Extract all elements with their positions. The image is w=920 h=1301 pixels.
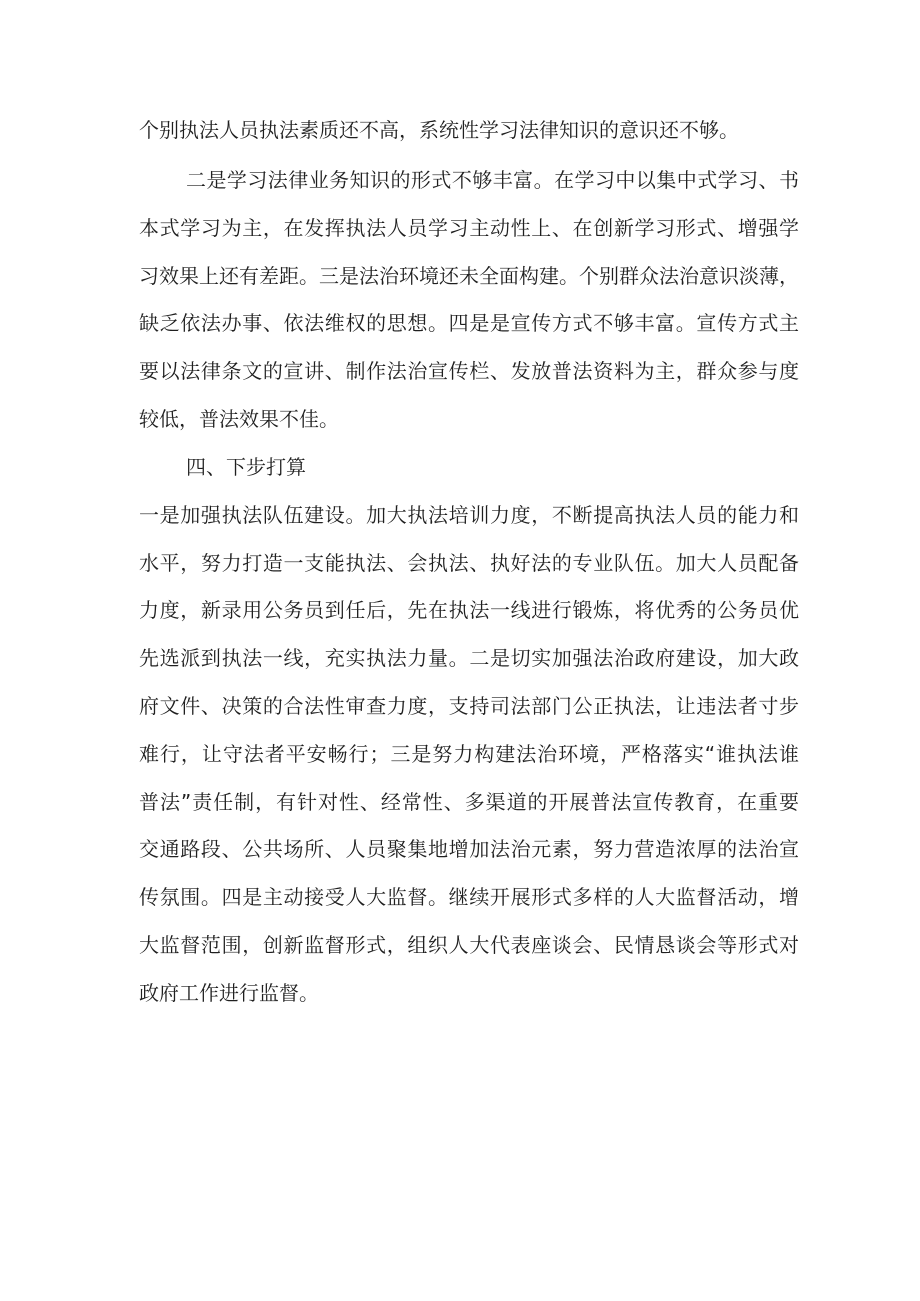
paragraph-line: 水平，努力打造一支能执法、会执法、执好法的专业队伍。加大人员配备 bbox=[139, 551, 799, 575]
paragraph-line: 政府工作进行监督。 bbox=[139, 981, 319, 1005]
paragraph-line: 交通路段、公共场所、人员聚集地增加法治元素，努力营造浓厚的法治宣 bbox=[139, 837, 799, 861]
paragraph-line: 习效果上还有差距。三是法治环境还未全面构建。个别群众法治意识淡薄， bbox=[139, 264, 799, 288]
paragraph-line: 个别执法人员执法素质还不高，系统性学习法律知识的意识还不够。 bbox=[139, 118, 739, 142]
paragraph-line: 先选派到执法一线，充实执法力量。二是切实加强法治政府建设，加大政 bbox=[139, 646, 799, 670]
paragraph-line: 大监督范围，创新监督形式，组织人大代表座谈会、民情恳谈会等形式对 bbox=[139, 933, 799, 957]
paragraph-line: 本式学习为主，在发挥执法人员学习主动性上、在创新学习形式、增强学 bbox=[139, 216, 799, 240]
paragraph-line: 二是学习法律业务知识的形式不够丰富。在学习中以集中式学习、书 bbox=[186, 168, 799, 192]
paragraph-line: 力度，新录用公务员到任后，先在执法一线进行锻炼，将优秀的公务员优 bbox=[139, 598, 799, 622]
paragraph-line: 府文件、决策的合法性审查力度，支持司法部门公正执法，让违法者寸步 bbox=[139, 694, 799, 718]
paragraph-line: 要以法律条文的宣讲、制作法治宣传栏、发放普法资料为主，群众参与度 bbox=[139, 359, 799, 383]
paragraph-line: 难行，让守法者平安畅行；三是努力构建法治环境，严格落实“谁执法谁 bbox=[139, 742, 799, 766]
paragraph-line: 较低，普法效果不佳。 bbox=[139, 407, 339, 431]
paragraph-line: 传氛围。四是主动接受人大监督。继续开展形式多样的人大监督活动，增 bbox=[139, 885, 799, 909]
section-heading: 四、下步打算 bbox=[186, 455, 306, 479]
paragraph-line: 缺乏依法办事、依法维权的思想。四是是宣传方式不够丰富。宣传方式主 bbox=[139, 311, 799, 335]
paragraph-line: 普法”责任制，有针对性、经常性、多渠道的开展普法宣传教育，在重要 bbox=[139, 790, 799, 814]
paragraph-line: 一是加强执法队伍建设。加大执法培训力度，不断提高执法人员的能力和 bbox=[139, 503, 799, 527]
